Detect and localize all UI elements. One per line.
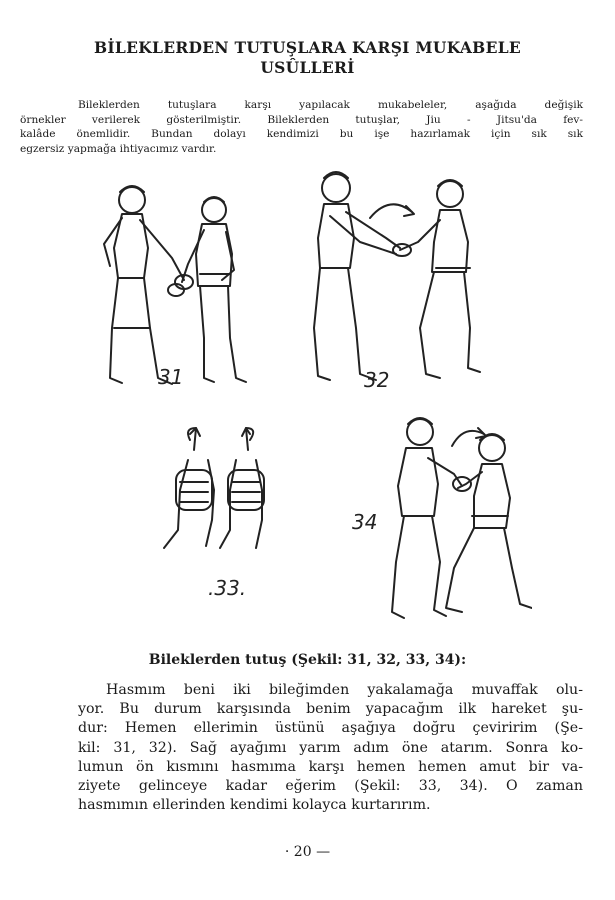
figure-32-illustration (300, 168, 490, 398)
body-line: hasmımın ellerinden kendimi kolayca kurtarırım. (78, 797, 431, 814)
caption-bold: Bileklerden tutuş (148, 652, 287, 668)
figure-31-number: 31 (158, 365, 184, 389)
intro-line: örnekler verilerek gösterilmiştir. Bileklerden tutuşlar, Jiu - Jitsu'da fev- (20, 113, 583, 126)
body-line: lumun ön kısmını hasmıma karşı hemen hemen amut bir va- (78, 758, 583, 775)
page-title (40, 38, 575, 78)
intro-line: kalâde önemlidir. Bundan dolayı kendimizi bu işe hazırlamak için sık sık (20, 128, 583, 141)
section-caption (40, 652, 575, 668)
body-line: dur: Hemen ellerimin üstünü aşağıya doğru çeviririm (Şe- (78, 720, 583, 737)
caption-figure-refs: (Şekil: 31, 32, 33, 34): (291, 652, 467, 668)
figure-32-number: 32 (364, 368, 390, 392)
figure-34-number: 34 (352, 510, 378, 534)
body-paragraph (78, 681, 583, 815)
intro-line: Bileklerden tutuşlara karşı yapılacak mukabeleler, aşağıda değişik (78, 99, 583, 111)
figure-34-drawing (382, 412, 532, 632)
figure-33-number: .33. (208, 576, 247, 600)
body-line: Hasmım beni iki bileğimden yakalamağa muvaffak olu- (106, 682, 583, 698)
intro-line: egzersiz yapmağa ihtiyacımız vardır. (20, 142, 217, 155)
figure-34-illustration (382, 412, 532, 632)
body-line: ziyete gelinceye kadar eğerim (Şekil: 33, 34). O zaman (78, 778, 583, 795)
figure-33-drawing (150, 420, 280, 560)
body-line: kil: 31, 32). Sağ ayağımı yarım adım öne atarım. Sonra ko- (78, 739, 583, 756)
figure-32-drawing (300, 168, 490, 398)
page-number: · 20 — (284, 844, 331, 860)
title-line-2: USÛLLERİ (260, 58, 355, 77)
body-line: yor. Bu durum karşısında benim yapacağım ilk hareket şu- (78, 701, 583, 718)
title-line-1: BİLEKLERDEN TUTUŞLARA KARŞI MUKABELE (93, 38, 522, 57)
figure-33-illustration (150, 420, 280, 560)
intro-paragraph (20, 98, 583, 156)
